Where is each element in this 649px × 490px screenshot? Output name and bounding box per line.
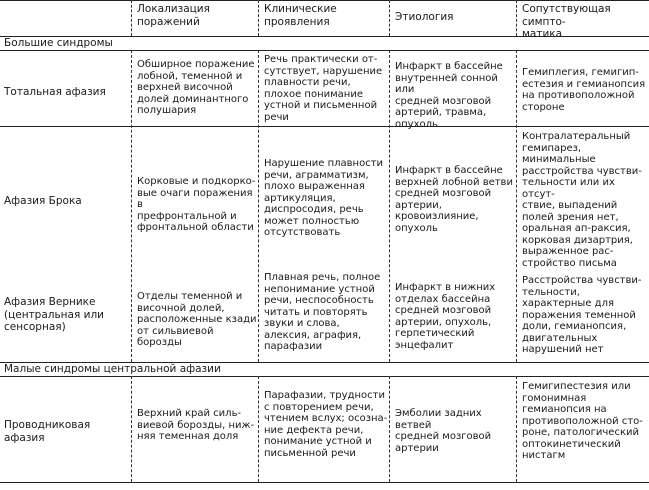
row-total-name: Тотальная афазия [4,86,106,98]
column-divider-2 [258,0,259,36]
column-divider-1c [131,376,132,482]
row-total-etiology: Инфаркт в бассейне внутренней сонной или средней мозговой артерий, травма, опухоль [395,61,503,130]
row-broca-clinical: Нарушение плавности речи, аграмматизм, плохо выраженная артикуляция, диспросодия, речь может полностью отсутствовать [264,158,384,238]
row-total-clinical: Речь практически от- сутствует, нарушение плавности речи, плохое понимание устной и письменной речи [264,54,383,123]
header-clinical: Клинические проявления [264,3,337,28]
column-divider-2b [258,50,259,362]
section-major-syndromes: Большие синдромы [4,37,113,49]
header-localization: Локализация поражений [137,3,210,28]
row-wernicke-name: Афазия Вернике (центральная или сенсорная) [4,296,104,333]
row-total-localization: Обширное поражение лобной, теменной и верхней височной долей доминантного полушария [137,59,255,116]
rule-total-bottom [0,126,649,127]
rule-top [0,0,649,1]
row-conduction-symptoms: Гемигипестезия или гомонимная гемианопсия на противоположной сто- роне, патологический оптокинетический нистагм [522,381,643,461]
rule-minor-section [0,376,649,377]
row-wernicke-clinical: Плавная речь, полное непонимание устной речи, неспособность читать и повторять звуки и слова, алексия, аграфия, парафазии [264,272,381,352]
row-conduction-localization: Верхний край силь- виевой борозды, ниж- няя теменная доля [137,408,255,442]
row-wernicke-localization: Отделы теменной и височной долей, расположенные кзади от сильвиевой борозды [137,291,257,348]
column-divider-2c [258,376,259,482]
row-total-symptoms: Гемиплегия, гемигип- естезия и гемианопсия на противоположной стороне [522,67,646,113]
rule-major-section [0,50,649,51]
row-broca-etiology: Инфаркт в бассейне верхней лобной ветви средней мозговой артерии, кровоизлияние, опухоль [395,165,513,234]
column-divider-1 [131,0,132,36]
header-symptoms: Сопутствующая симпто- матика [522,3,611,40]
rule-bottom [0,482,649,483]
column-divider-3c [389,376,390,482]
row-conduction-etiology: Эмболии задних ветвей средней мозговой артерии [395,408,492,454]
column-divider-1b [131,50,132,362]
row-wernicke-symptoms: Расстройства чувстви- тельности, характерные для поражения теменной доли, гемианопсия, двигательных нарушений нет [522,275,642,355]
row-broca-name: Афазия Брока [4,195,82,207]
column-divider-4b [516,50,517,362]
header-etiology: Этиология [395,11,454,23]
row-conduction-name: Проводниковая афазия [4,419,91,444]
column-divider-4c [516,376,517,482]
row-broca-localization: Корковые и подкорко- вые очаги поражения в префронтальной и фронтальной области [137,176,256,233]
column-divider-4 [516,0,517,36]
row-conduction-clinical: Парафазии, трудности с повторением речи, чтением вслух; осозна- ние дефекта речи, понимание устной и письменной речи [264,390,388,459]
column-divider-3b [389,50,390,362]
column-divider-3 [389,0,390,36]
row-broca-symptoms: Контралатеральный гемипарез, минимальные расстройства чувстви- тельности или их отсут- ствие, выпадений полей зрения нет, оральная ап-раксия, корковая дизартрия, выраженное рас- стройство письма [522,131,642,269]
section-minor-syndromes: Малые синдромы центральной афазии [4,363,221,375]
row-wernicke-etiology: Инфаркт в нижних отделах бассейна средней мозговой артерии, опухоль, герпетический энцефалит [395,282,496,351]
